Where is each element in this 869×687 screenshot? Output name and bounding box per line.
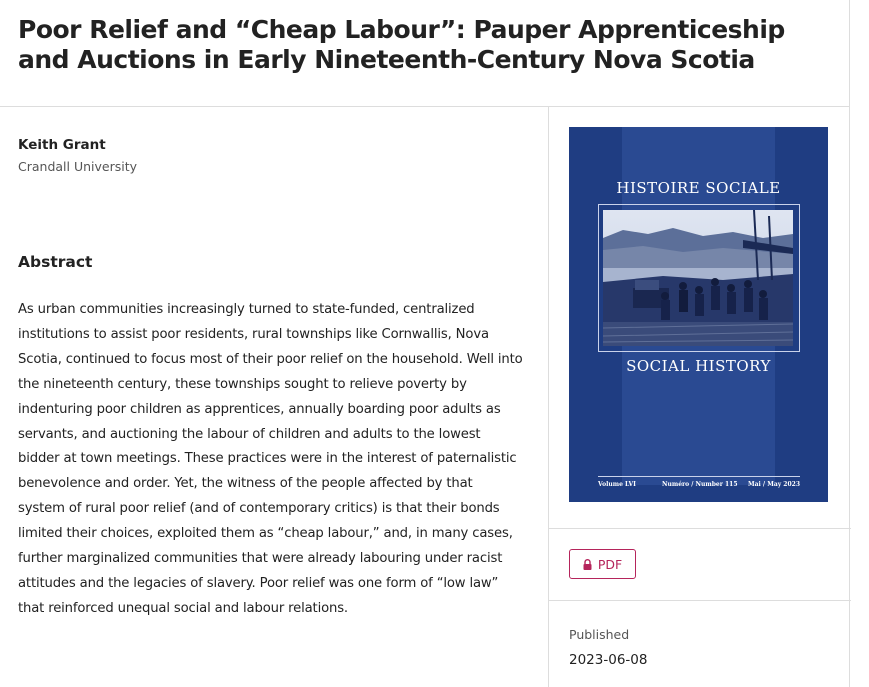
author-name: Keith Grant: [18, 137, 106, 153]
article-main: [0, 107, 548, 687]
cover-photo: [603, 210, 793, 346]
cover-date: Mai / May 2023: [748, 481, 800, 488]
cover-divider: [598, 476, 800, 477]
cover-title-top: HISTOIRE SOCIALE: [616, 179, 781, 197]
issue-cover-image[interactable]: [569, 127, 828, 502]
page-title: Poor Relief and “Cheap Labour”: Pauper Apprenticeship and Auctions in Early Nineteenth-Century Nova Scotia: [18, 15, 785, 74]
published-date: 2023-06-08: [569, 652, 648, 668]
abstract-heading: Abstract: [18, 253, 93, 271]
pdf-download-button[interactable]: [569, 549, 636, 579]
published-label: Published: [569, 627, 630, 642]
pdf-button-label: PDF: [597, 556, 623, 572]
cover-photo-illustration: [603, 210, 793, 346]
galley-links: [549, 528, 851, 601]
cover-title-bottom: SOCIAL HISTORY: [626, 357, 771, 375]
cover-volume: Volume LVI: [598, 481, 636, 488]
abstract-text: As urban communities increasingly turned to state-funded, centralized institutions to assist poor residents, rural townships like Cornwallis, Nova Scotia, continued to focus most of their poor relief on the household. Well into the nineteenth century, these townships sought to relieve poverty by indenturing poor children as apprentices, annually boarding poor adults as servants, and auctioning the labour of children and adults to the lowest bidder at town meetings. These practices were in the interest of paternalistic benevolence and order. Yet, the witness of the people affected by that system of rural poor relief (and of contemporary critics) is that their bonds limited their choices, exploited them as “cheap labour,” and, in many cases, further marginalized communities that were already labouring under racist attitudes and the legacies of slavery. Poor relief was one form of “low law” that reinforced unequal social and labour relations.: [18, 302, 523, 616]
article-sidebar: [548, 107, 850, 687]
author-affiliation: Crandall University: [18, 159, 138, 174]
cover-number: Numéro / Number 115: [662, 481, 738, 488]
title-area: [0, 0, 850, 107]
lock-icon: [583, 559, 592, 570]
